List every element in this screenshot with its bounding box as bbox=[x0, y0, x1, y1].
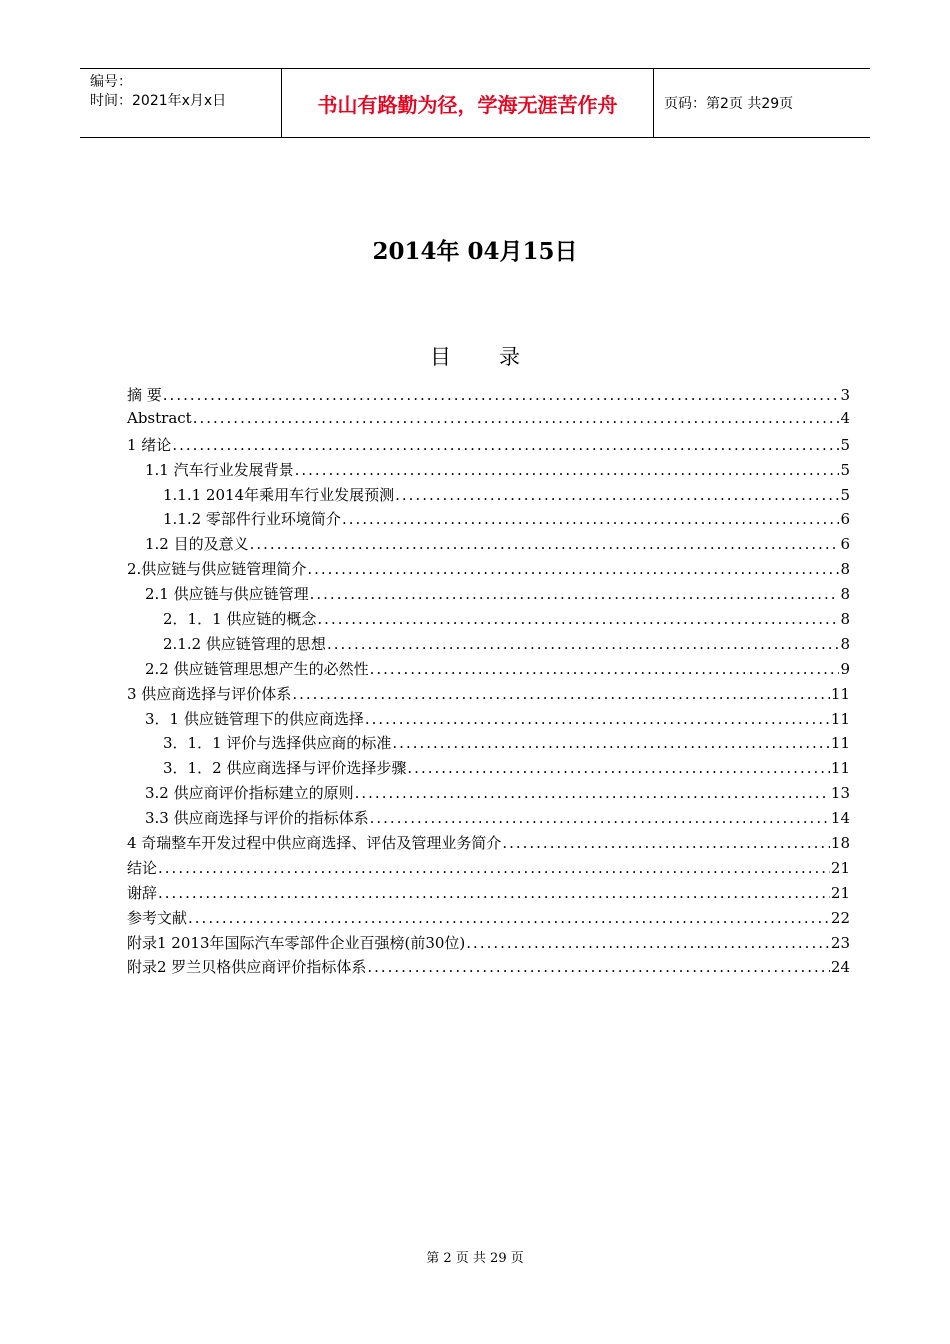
toc-leader-dots bbox=[355, 784, 830, 802]
toc-entry-label: 摘 要 bbox=[127, 386, 162, 404]
toc-entry-label: 3.3 供应商选择与评价的指标体系 bbox=[145, 809, 369, 828]
toc-leader-dots bbox=[342, 510, 840, 528]
toc-entry-label: 3．1 供应链管理下的供应商选择 bbox=[145, 709, 364, 728]
toc-entry[interactable] bbox=[127, 782, 850, 807]
toc-entry-page: 8 bbox=[840, 634, 850, 653]
toc-entry[interactable] bbox=[127, 832, 850, 857]
toc-entry-page: 6 bbox=[840, 510, 850, 529]
toc-entry-page: 3 bbox=[840, 386, 850, 404]
toc-leader-dots bbox=[163, 386, 840, 404]
document-time-label: 时间：2021年x月x日 bbox=[90, 93, 227, 109]
toc-leader-dots bbox=[327, 635, 840, 653]
toc-entry-page: 14 bbox=[830, 809, 850, 828]
header-page-number: 页码：第2页 共29页 bbox=[664, 96, 794, 112]
toc-entry[interactable] bbox=[127, 384, 850, 409]
document-number-label: 编号： bbox=[90, 74, 132, 90]
toc-entry[interactable] bbox=[127, 633, 850, 658]
toc-entry-page: 9 bbox=[840, 659, 850, 678]
toc-entry[interactable] bbox=[127, 434, 850, 459]
toc-leader-dots bbox=[370, 660, 840, 678]
toc-title: 目录 bbox=[430, 345, 568, 369]
toc-entry[interactable] bbox=[127, 658, 850, 683]
toc-entry[interactable] bbox=[127, 757, 850, 782]
toc-leader-dots bbox=[395, 486, 839, 504]
toc-entry[interactable] bbox=[127, 508, 850, 533]
toc-entry-page: 22 bbox=[830, 908, 850, 927]
table-of-contents bbox=[127, 384, 850, 981]
toc-entry[interactable] bbox=[127, 882, 850, 907]
toc-entry-page: 11 bbox=[830, 684, 850, 703]
toc-leader-dots bbox=[370, 809, 830, 827]
toc-entry-page: 5 bbox=[840, 435, 850, 454]
toc-entry-page: 4 bbox=[840, 408, 850, 427]
toc-entry-label: 1 绪论 bbox=[127, 435, 172, 454]
toc-entry-page: 24 bbox=[830, 958, 850, 977]
toc-entry-label: 3 供应商选择与评价体系 bbox=[127, 684, 292, 703]
toc-leader-dots bbox=[317, 610, 839, 628]
toc-entry-page: 5 bbox=[840, 485, 850, 504]
toc-entry[interactable] bbox=[127, 608, 850, 633]
toc-entry-label: 2．1．1 供应链的概念 bbox=[163, 610, 317, 629]
toc-entry[interactable] bbox=[127, 956, 850, 981]
toc-leader-dots bbox=[158, 884, 830, 902]
toc-entry-label: 附录2 罗兰贝格供应商评价指标体系 bbox=[127, 958, 367, 977]
toc-entry[interactable] bbox=[127, 732, 850, 757]
toc-leader-dots bbox=[466, 934, 830, 952]
toc-entry-label: 3．1．1 评价与选择供应商的标准 bbox=[163, 734, 392, 753]
toc-leader-dots bbox=[392, 734, 830, 752]
toc-entry-label: 2.2 供应链管理思想产生的必然性 bbox=[145, 659, 369, 678]
toc-leader-dots bbox=[188, 909, 830, 927]
toc-leader-dots bbox=[310, 585, 840, 603]
toc-entry-label: 附录1 2013年国际汽车零部件企业百强榜(前30位) bbox=[127, 933, 466, 952]
toc-entry-page: 21 bbox=[830, 883, 850, 902]
toc-entry-page: 11 bbox=[830, 759, 850, 778]
toc-entry-page: 23 bbox=[830, 933, 850, 952]
toc-entry[interactable] bbox=[127, 484, 850, 509]
toc-leader-dots bbox=[172, 436, 839, 454]
toc-entry-page: 8 bbox=[840, 585, 850, 604]
header-motto: 书山有路勤为径，学海无涯苦作舟 bbox=[282, 69, 654, 137]
header-meta bbox=[80, 69, 282, 137]
toc-entry[interactable] bbox=[127, 907, 850, 932]
toc-entry-page: 6 bbox=[840, 535, 850, 554]
toc-entry[interactable] bbox=[127, 932, 850, 957]
toc-leader-dots bbox=[407, 759, 830, 777]
toc-leader-dots bbox=[158, 859, 830, 877]
toc-leader-dots bbox=[367, 958, 830, 976]
document-date: 2014年 04月15日 bbox=[372, 238, 578, 265]
toc-leader-dots bbox=[365, 710, 830, 728]
toc-entry-label: 谢辞 bbox=[127, 883, 158, 902]
toc-entry-page: 8 bbox=[840, 610, 850, 629]
toc-leader-dots bbox=[295, 461, 840, 479]
toc-entry-label: 1.1.2 零部件行业环境简介 bbox=[163, 510, 341, 529]
toc-entry[interactable] bbox=[127, 459, 850, 484]
toc-entry-label: 2.供应链与供应链管理简介 bbox=[127, 560, 307, 579]
toc-leader-dots bbox=[502, 834, 830, 852]
toc-entry-label: 1.2 目的及意义 bbox=[145, 535, 249, 554]
toc-leader-dots bbox=[193, 409, 840, 427]
toc-entry-label: 1.1.1 2014年乘用车行业发展预测 bbox=[163, 485, 395, 504]
toc-entry[interactable] bbox=[127, 683, 850, 708]
toc-entry-label: 1.1 汽车行业发展背景 bbox=[145, 460, 294, 479]
toc-leader-dots bbox=[250, 535, 840, 553]
toc-entry[interactable] bbox=[127, 409, 850, 434]
toc-entry-label: 参考文献 bbox=[127, 908, 188, 927]
toc-entry-page: 18 bbox=[830, 834, 850, 853]
toc-entry-page: 11 bbox=[830, 709, 850, 728]
page-footer: 第 2 页 共 29 页 bbox=[426, 1251, 524, 1266]
toc-entry-page: 13 bbox=[830, 784, 850, 803]
toc-entry-page: 8 bbox=[840, 560, 850, 579]
toc-entry-page: 5 bbox=[840, 460, 850, 479]
toc-leader-dots bbox=[307, 560, 839, 578]
toc-entry-page: 11 bbox=[830, 734, 850, 753]
toc-leader-dots bbox=[292, 685, 830, 703]
toc-entry[interactable] bbox=[127, 807, 850, 832]
toc-entry-page: 21 bbox=[830, 858, 850, 877]
toc-entry-label: Abstract bbox=[127, 408, 192, 427]
toc-entry-label: 4 奇瑞整车开发过程中供应商选择、评估及管理业务简介 bbox=[127, 834, 502, 853]
toc-entry[interactable] bbox=[127, 857, 850, 882]
toc-entry-label: 结论 bbox=[127, 858, 158, 877]
document-header bbox=[80, 68, 870, 138]
toc-entry[interactable] bbox=[127, 533, 850, 558]
toc-entry-label: 2.1.2 供应链管理的思想 bbox=[163, 634, 326, 653]
toc-entry-label: 2.1 供应链与供应链管理 bbox=[145, 585, 309, 604]
toc-entry-label: 3.2 供应商评价指标建立的原则 bbox=[145, 784, 354, 803]
toc-entry[interactable] bbox=[127, 558, 850, 583]
toc-entry[interactable] bbox=[127, 583, 850, 608]
toc-entry-label: 3．1．2 供应商选择与评价选择步骤 bbox=[163, 759, 407, 778]
toc-entry[interactable] bbox=[127, 708, 850, 733]
